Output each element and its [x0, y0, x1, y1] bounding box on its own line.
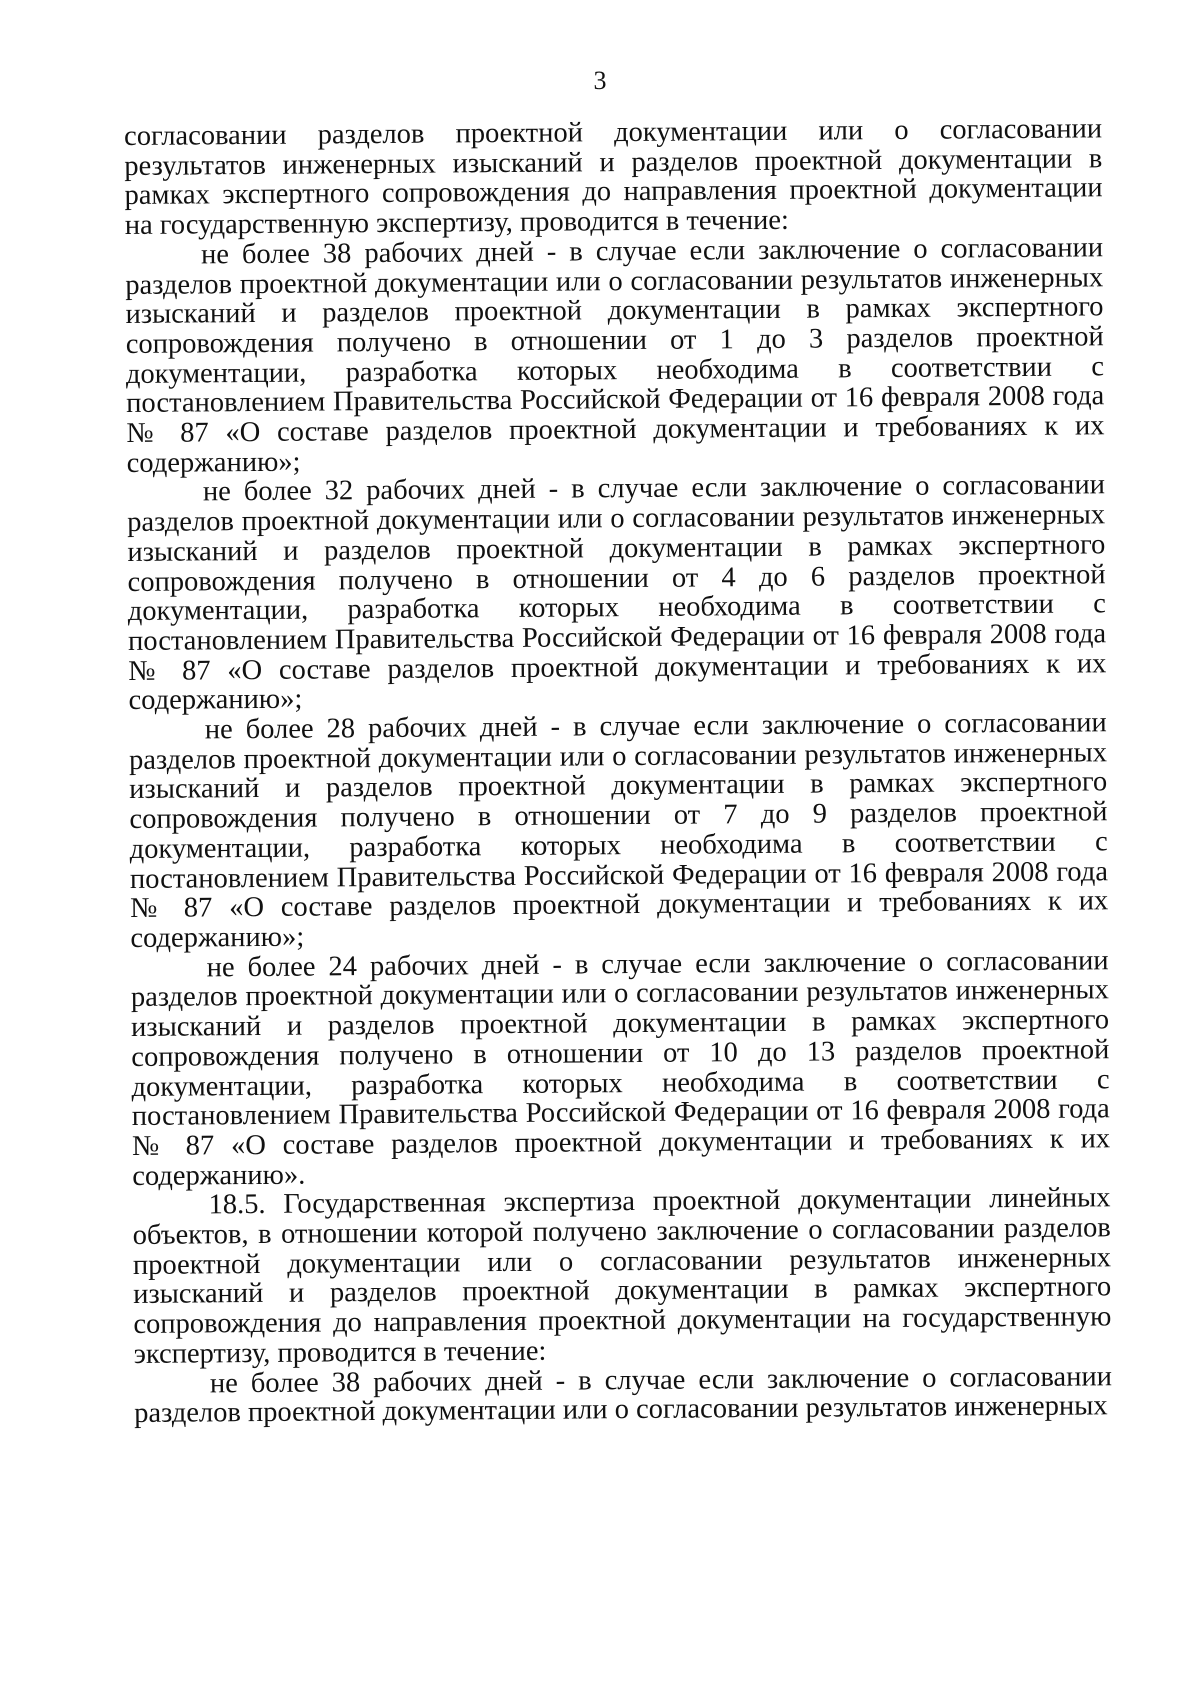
paragraph-18-5-linear-objects: 18.5. Государственная экспертиза проектной документации линейных объектов, в отношении которой получено заключение о согласовании разделов проектной документации или о согласовании результатов инженерных изысканий и разделов проектной документации в рамках экспертного сопровождения до направления проектной документации на государственную экспертизу, проводится в течение: [132, 1182, 1112, 1370]
paragraph-38-days-1-3-sections: не более 38 рабочих дней - в случае если заключение о согласовании разделов проектной документации или о согласовании результатов инженерных изысканий и разделов проектной документации в рамках экспертного сопровождения получено в отношении от 1 до 3 разделов проектной документации, разработка которых необходима в соответствии с постановлением Правительства Российской Федерации от 16 февраля 2008 года № 87 «О составе разделов проектной документации и требованиях к их содержанию»; [125, 232, 1105, 479]
paragraph-32-days-4-6-sections: не более 32 рабочих дней - в случае если заключение о согласовании разделов проектной документации или о согласовании результатов инженерных изысканий и разделов проектной документации в рамках экспертного сопровождения получено в отношении от 4 до 6 разделов проектной документации, разработка которых необходима в соответствии с постановлением Правительства Российской Федерации от 16 февраля 2008 года № 87 «О составе разделов проектной документации и требованиях к их содержанию»; [127, 469, 1107, 717]
paragraph-continuation: согласовании разделов проектной документации или о согласовании результатов инженерных изысканий и разделов проектной документации в рамках экспертного сопровождения до направления проектной документации на государственную экспертизу, проводится в течение: [123, 113, 1103, 242]
paragraph-24-days-10-13-sections: не более 24 рабочих дней - в случае если заключение о согласовании разделов проектной документации или о согласовании результатов инженерных изысканий и разделов проектной документации в рамках экспертного сопровождения получено в отношении от 10 до 13 разделов проектной документации, разработка которых необходима в соответствии с постановлением Правительства Российской Федерации от 16 февраля 2008 года № 87 «О составе разделов проектной документации и требованиях к их содержанию». [130, 944, 1111, 1192]
paragraph-38-days-linear: не более 38 рабочих дней - в случае если заключение о согласовании разделов проектной документации или о согласовании результатов инженерных [134, 1360, 1113, 1430]
document-body [124, 114, 1112, 1429]
page-number: 3 [593, 66, 607, 95]
paragraph-28-days-7-9-sections: не более 28 рабочих дней - в случае если заключение о согласовании разделов проектной документации или о согласовании результатов инженерных изысканий и разделов проектной документации в рамках экспертного сопровождения получено в отношении от 7 до 9 разделов проектной документации, разработка которых необходима в соответствии с постановлением Правительства Российской Федерации от 16 февраля 2008 года № 87 «О составе разделов проектной документации и требованиях к их содержанию»; [128, 707, 1109, 954]
